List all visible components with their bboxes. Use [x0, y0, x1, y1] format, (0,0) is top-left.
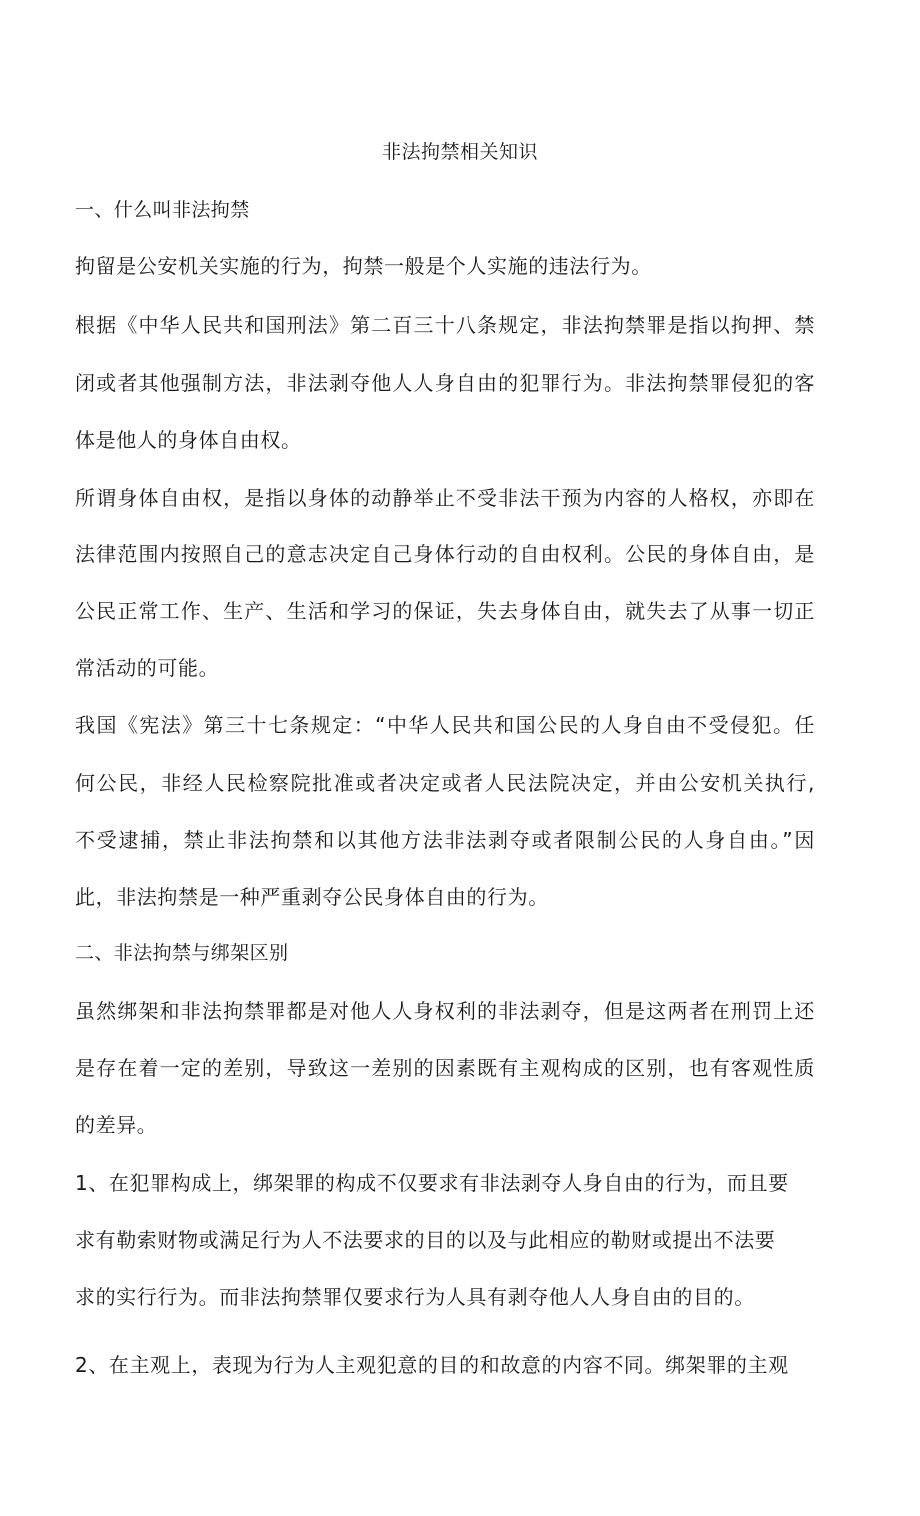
paragraph-line: 虽然绑架和非法拘禁罪都是对他人人身权利的非法剥夺，但是这两者在刑罚上还	[75, 999, 815, 1023]
paragraph-line: 2、在主观上，表现为行为人主观犯意的目的和故意的内容不同。绑架罪的主观	[75, 1353, 789, 1377]
paragraph-line: 闭或者其他强制方法，非法剥夺他人人身自由的犯罪行为。非法拘禁罪侵犯的客	[75, 371, 815, 395]
paragraph-line: 求有勒索财物或满足行为人不法要求的目的以及与此相应的勒财或提出不法要	[75, 1228, 776, 1252]
paragraph-line: 1、在犯罪构成上，绑架罪的构成不仅要求有非法剥夺人身自由的行为，而且要	[75, 1171, 789, 1195]
paragraph-line: 求的实行行为。而非法拘禁罪仅要求行为人具有剥夺他人人身自由的目的。	[75, 1285, 755, 1309]
paragraph-line: 此，非法拘禁是一种严重剥夺公民身体自由的行为。	[75, 885, 549, 909]
paragraph-line: 常活动的可能。	[75, 656, 220, 680]
paragraph-line: 不受逮捕，禁止非法拘禁和以其他方法非法剥夺或者限制公民的人身自由。”因	[75, 828, 815, 852]
section-heading-2: 二、非法拘禁与绑架区别	[75, 942, 289, 964]
paragraph-line: 的差异。	[75, 1113, 158, 1137]
paragraph-line: 我国《宪法》第三十七条规定：“中华人民共和国公民的人身自由不受侵犯。任	[75, 713, 815, 737]
paragraph-line: 公民正常工作、生产、生活和学习的保证，失去身体自由，就失去了从事一切正	[75, 599, 815, 623]
paragraph-line: 体是他人的身体自由权。	[75, 428, 302, 452]
paragraph-line: 何公民，非经人民检察院批准或者决定或者人民法院决定，并由公安机关执行,	[75, 771, 815, 795]
paragraph-line: 根据《中华人民共和国刑法》第二百三十八条规定，非法拘禁罪是指以拘押、禁	[75, 313, 815, 337]
section-heading-1: 一、什么叫非法拘禁	[75, 199, 250, 221]
paragraph-line: 法律范围内按照自己的意志决定自己身体行动的自由权利。公民的身体自由，是	[75, 542, 815, 566]
paragraph-line: 拘留是公安机关实施的行为，拘禁一般是个人实施的违法行为。	[75, 254, 652, 278]
paragraph-line: 是存在着一定的差别，导致这一差别的因素既有主观构成的区别，也有客观性质	[75, 1056, 815, 1080]
document-title: 非法拘禁相关知识	[381, 141, 538, 163]
paragraph-line: 所谓身体自由权，是指以身体的动静举止不受非法干预为内容的人格权，亦即在	[75, 486, 815, 510]
